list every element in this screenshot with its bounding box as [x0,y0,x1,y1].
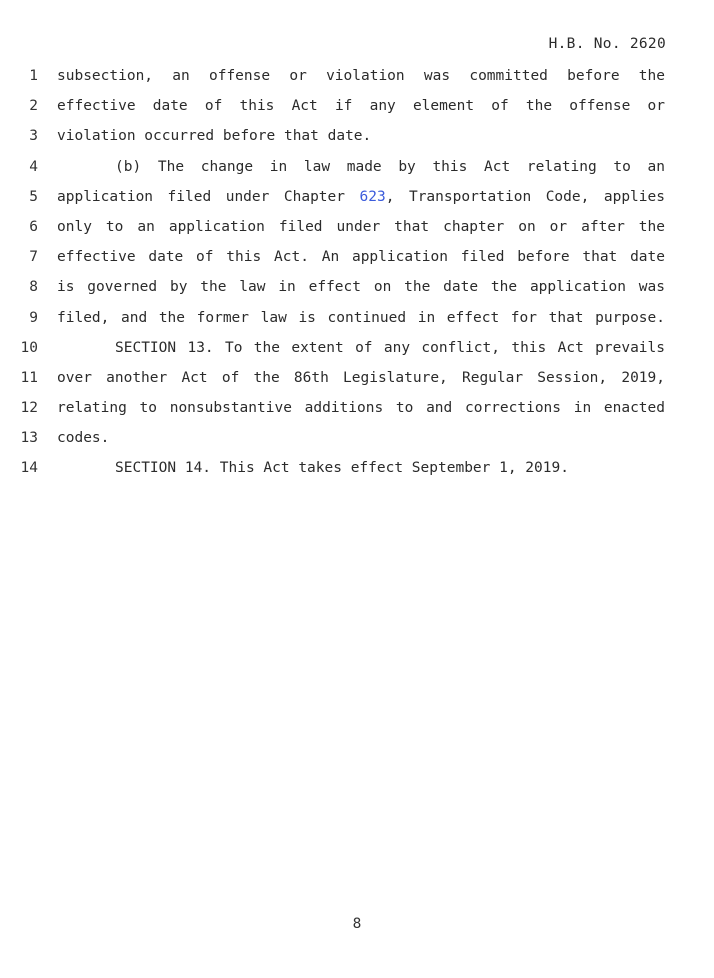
line-text-content: SECTION 14. This Act takes effect September 1, 2019. [115,460,569,477]
text-line [0,212,714,242]
line-number: 11 [20,369,38,386]
text-line [0,363,714,393]
document-body [0,61,714,484]
text-line [0,121,714,151]
line-text: violation occurred before that date. [57,128,372,145]
text-line [0,152,714,182]
line-text: only to an application filed under that chapter on or after the [57,218,665,235]
line-text-before-link: application filed under Chapter [57,188,360,205]
line-text-indented [57,333,665,363]
line-number: 6 [29,218,38,235]
line-number: 3 [29,128,38,145]
line-number: 8 [29,279,38,296]
text-line [0,333,714,363]
line-text-after-link: , Transportation Code, applies [385,188,665,205]
line-number: 14 [20,460,38,477]
line-number: 12 [20,400,38,417]
line-text-indented [57,152,665,182]
text-line [0,61,714,91]
line-text: effective date of this Act if any element of the offense or [57,98,665,115]
bill-number: H.B. No. 2620 [548,36,666,52]
text-line [0,423,714,453]
text-line [0,393,714,423]
text-line [0,303,714,333]
text-line [0,242,714,272]
page-number: 8 [352,916,362,932]
line-text: filed, and the former law is continued in effect for that purpose. [57,309,665,326]
line-text: subsection, an offense or violation was committed before the [57,68,665,84]
line-number: 2 [29,98,38,115]
text-line [0,182,714,212]
line-number: 4 [29,158,38,175]
text-line [0,272,714,302]
text-line [0,91,714,121]
line-number: 5 [29,188,38,205]
line-text: over another Act of the 86th Legislature, Regular Session, 2019, [57,369,665,386]
line-text: relating to nonsubstantive additions to and corrections in enacted [57,400,665,417]
line-number: 13 [20,430,38,447]
line-text-content: SECTION 13. To the extent of any conflict, this Act prevails [115,339,665,356]
line-text: codes. [57,430,110,447]
line-number: 1 [29,68,38,84]
line-text-indented [57,453,665,483]
line-text-with-link [57,182,665,212]
line-number: 7 [29,249,38,266]
line-number: 10 [20,339,38,356]
line-text: effective date of this Act. An application filed before that date [57,249,665,266]
text-line [0,453,714,483]
chapter-link[interactable]: 623 [359,188,386,205]
line-number: 9 [29,309,38,326]
line-text: is governed by the law in effect on the date the application was [57,279,665,296]
line-text-content: (b) The change in law made by this Act relating to an [115,158,665,175]
